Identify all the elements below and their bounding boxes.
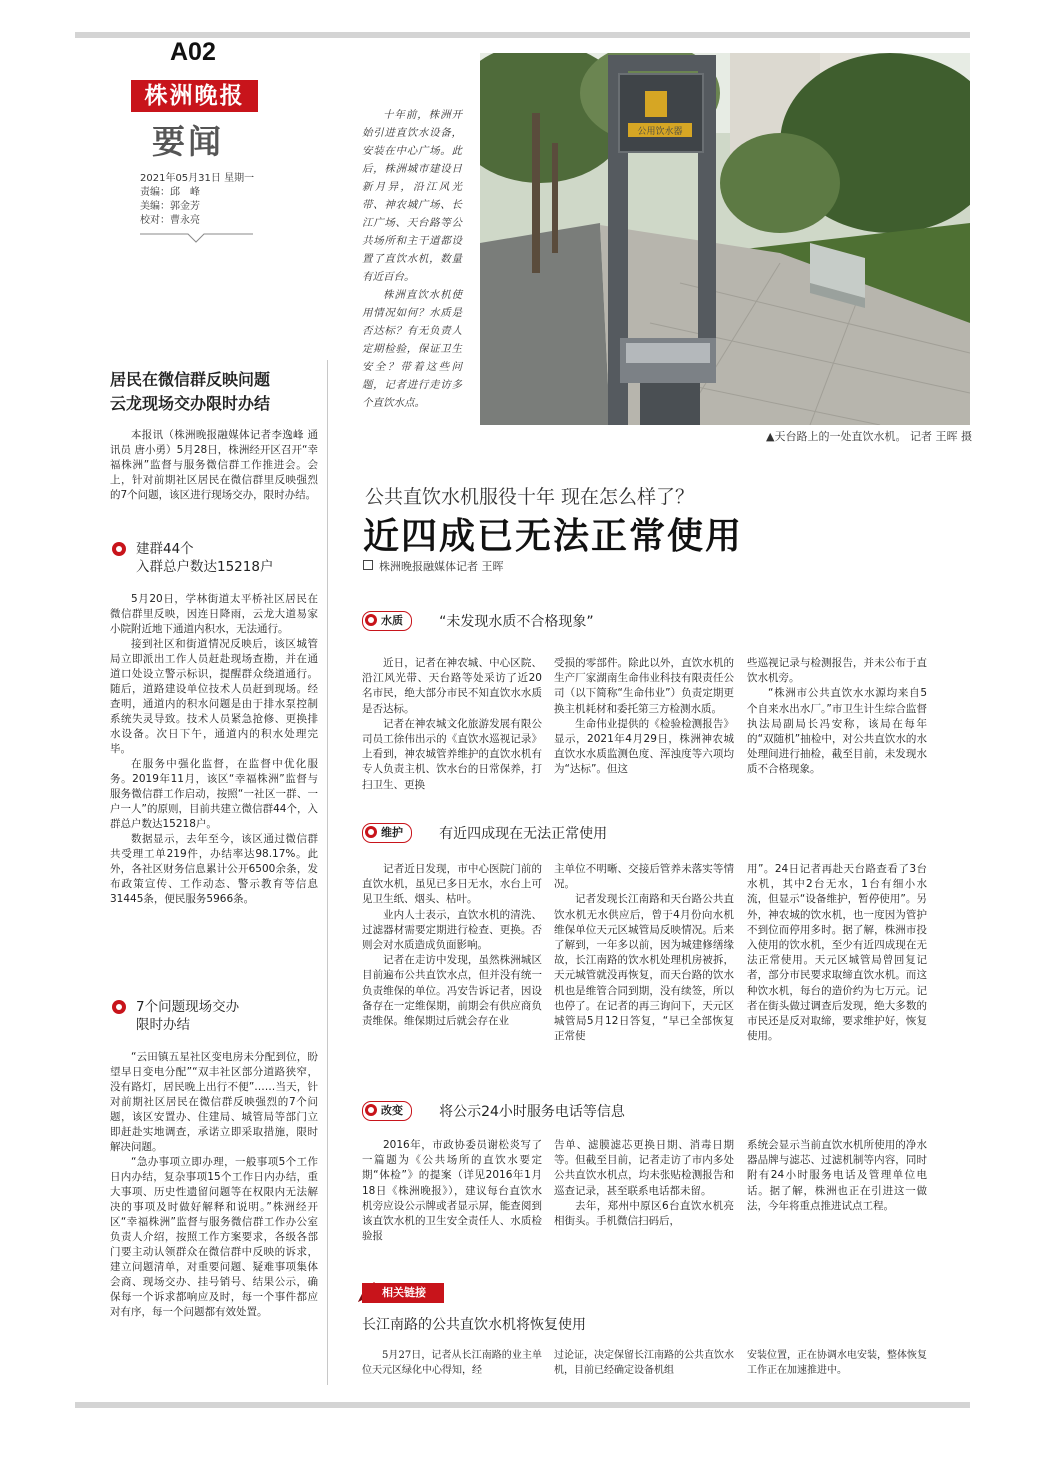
paragraph: 近日，记者在神农城、中心区院、沿江风光带、天台路等处采访了近20名市民，绝大部分市民不知直饮水水质是否达标。 — [362, 657, 542, 715]
related-col2 — [554, 1348, 734, 1378]
left-article-body-2 — [110, 1050, 318, 1320]
paragraph: 记者在神农城文化旅游发展有限公司员工徐伟出示的《直饮水巡视记录》上看到，神农城管养维护的直饮水机有专人负责主机、饮水台的日常保养，打扫卫生、更换 — [362, 717, 542, 791]
byline-text: 株洲晚报融媒体记者 王晖 — [379, 560, 504, 573]
section-header-change — [362, 1100, 625, 1120]
paragraph: 在服务中强化监督，在监督中优化服务。2019年11月，该区“幸福株洲”监督与服务微信群工作启动，按照“一社区一群、一户一人”的原则，目前共建立微信群44个，入群总户数达15218户。 — [110, 758, 318, 830]
paragraph: 主单位不明晰、交接后管养未落实等情况。 — [554, 863, 734, 891]
paragraph: 5月27日，记者从长江南路的业主单位天元区绿化中心得知，经 — [362, 1350, 542, 1376]
paragraph: “株洲市公共直饮水水源均来自5个自来水出水厂。”市卫生计生综合监督执法局副局长冯安称，该局在每年的“双随机”抽检中，对公共直饮水的水处理间进行抽检，截至目前，未发现水质不合格现象。 — [747, 687, 927, 776]
photo-caption: ▲天台路上的一处直饮水机。 记者 王晖 摄 — [766, 430, 972, 443]
paragraph: 业内人士表示，直饮水机的清洗、过滤器材需要定期进行检查、更换。否则会对水质造成负面影响。 — [362, 908, 542, 952]
section2-col3 — [747, 862, 927, 1044]
section-title: 要闻 — [152, 122, 224, 161]
left-intro-paragraph: 本报讯（株洲晚报融媒体记者李逸峰 通讯员 唐小勇）5月28日，株洲经开区召开“幸福株洲”监督与服务微信群工作推进会。会上，针对前期社区居民在微信群里反映强烈的7个问题，该区进行现场交办，限时办结。 — [110, 429, 318, 501]
left-article-body-1 — [110, 592, 318, 907]
credit-proofreader: 校对：曹永亮 — [140, 215, 200, 226]
section-tag-label: 水质 — [381, 613, 403, 627]
paragraph: 安装位置，正在协调水电安装，整体恢复工作正在加速推进中。 — [747, 1350, 927, 1376]
paragraph: 告单、滤膜滤芯更换日期、消毒日期等。但截至目前，记者走访了市内多处公共直饮水机点，均未张贴检测报告和巡查记录，甚至联系电话都未留。 — [554, 1139, 734, 1197]
section-title: “未发现水质不合格现象” — [439, 613, 594, 630]
newspaper-logo: 株洲晚报 — [131, 80, 258, 112]
paragraph: 5月20日，学林街道太平桥社区居民在微信群里反映，因连日降雨，云龙大道易家小院附近地下通道内积水，无法通行。 — [110, 593, 318, 635]
water-fountain-photo — [480, 53, 970, 425]
left-subhead-line: 限时办结 — [136, 1017, 190, 1033]
bullet-icon — [112, 542, 126, 556]
section1-col3 — [747, 656, 927, 778]
paragraph: 2016年，市政协委员谢松炎写了一篇题为《公共场所的直饮水要定期“体检”》的提案（详见2016年1月18日《株洲晚报》），建议每台直饮水机旁应设公示牌或者显示屏，能查阅到该直饮水机的卫生安全责任人、水质检验报 — [362, 1139, 542, 1243]
section2-col1 — [362, 862, 542, 1029]
section-tag — [362, 1101, 412, 1121]
paragraph: 过论证，决定保留长江南路的公共直饮水机，目前已经确定设备机组 — [554, 1350, 734, 1376]
left-subhead-1 — [112, 540, 273, 576]
section1-col1 — [362, 656, 542, 793]
left-article-intro — [110, 428, 318, 503]
byline-box-icon — [363, 560, 373, 570]
paragraph: 记者近日发现，市中心医院门前的直饮水机，虽见已多日无水，水台上可见卫生纸、烟头、枯叶。 — [362, 863, 542, 906]
byline — [363, 558, 504, 574]
section3-col2 — [554, 1138, 734, 1229]
paragraph: “云田镇五星社区变电房未分配到位，盼望早日变电分配”“双丰社区部分道路狭窄，没有路灯，居民晚上出行不便”……当天，针对前期社区居民在微信群反映强烈的7个问题，该区安置办、住建局、城管局等部门立即赶赴实地调查，承诺立即采取措施，限时解决问题。 — [110, 1051, 318, 1153]
paragraph: 数据显示，去年至今，该区通过微信群共受理工单219件，办结率达98.17%。此外，各社区财务信息累计公开6500余条，发布政策宣传、工作动态、警示教育等信息31445条，便民服务5966条。 — [110, 833, 318, 905]
intro-text — [362, 106, 462, 412]
credit-divider-arrow — [140, 232, 253, 244]
tag-circle-icon — [365, 1104, 377, 1116]
section2-col2 — [554, 862, 734, 1044]
credit-date: 2021年05月31日 星期一 — [140, 173, 255, 184]
section-tag — [362, 611, 412, 631]
paragraph: 生命伟业提供的《检验检测报告》显示，2021年4月29日，株洲神农城直饮水水质监测色度、浑浊度等六项均为“达标”。但这 — [554, 717, 734, 776]
related-col3 — [747, 1348, 927, 1378]
section-tag — [362, 823, 412, 843]
paragraph: 接到社区和街道情况反映后，该区城管局立即派出工作人员赶赴现场查勘，并在通道口处设立警示标识，提醒群众绕道通行。随后，道路建设单位技术人员赶到现场。经查明，通道内的积水问题是由于排水泵控制系统失灵导致。技术人员紧急抢修、更换排水设备。次日下午，通道内的积水处理完毕。 — [110, 638, 318, 755]
section-header-maintenance — [362, 822, 607, 842]
paragraph: 些巡视记录与检测报告，并未公布于直饮水机旁。 — [747, 657, 927, 685]
left-subhead-line: 7个问题现场交办 — [136, 999, 240, 1015]
intro-paragraph: 株洲直饮水机使用情况如何？水质是否达标？有无负责人定期检验，保证卫生安全？带着这些问题，记者进行走访多个直饮水点。 — [362, 289, 462, 409]
left-headline-line: 居民在微信群反映问题 — [110, 370, 271, 389]
paragraph: 系统会显示当前直饮水机所使用的净水器品牌与滤芯、过滤机制等内容，同时附有24小时服务电话及管理单位电话。据了解，株洲也正在引进这一做法，今年将重点推进试点工程。 — [747, 1139, 927, 1212]
bottom-rule — [75, 1402, 970, 1408]
left-subhead-line: 入群总户数达15218户 — [136, 559, 274, 575]
section-title: 将公示24小时服务电话等信息 — [439, 1103, 625, 1120]
paragraph: “急办事项立即办理，一般事项5个工作日内办结，复杂事项15个工作日内办结，重大事项、历史性遗留问题等在权限内无法解决的事项及时做好解释和说明。”株洲经开区“幸福株洲”监督与服务微信群工作办公室负责人介绍，按照工作方案要求，各级各部门要主动认领群众在微信群中反映的诉求，建立问题清单，对重要问题、疑难事项集体会商、现场交办、挂号销号、结果公示，确保每一个诉求都响应及时，每一个事件都应对有序，每一个问题都有效处置。 — [110, 1156, 318, 1318]
credits — [140, 172, 254, 228]
related-title: 长江南路的公共直饮水机将恢复使用 — [362, 1317, 586, 1333]
credit-editor: 责编：邱 峰 — [140, 187, 200, 198]
tag-circle-icon — [365, 826, 377, 838]
section-title: 有近四成现在无法正常使用 — [439, 825, 608, 842]
section-tag-label: 改变 — [381, 1103, 403, 1117]
fountain-sign-text: 公用饮水器 — [637, 127, 683, 137]
column-divider — [327, 360, 328, 1385]
related-tag: 相关链接 — [362, 1283, 444, 1303]
bullet-icon — [112, 1000, 126, 1014]
section3-col1 — [362, 1138, 542, 1244]
section1-col2 — [554, 656, 734, 778]
paragraph: 记者在走访中发现，虽然株洲城区目前遍布公共直饮水点，但并没有统一负责维保的单位。冯安告诉记者，因设备存在一定维保期，前期会有供应商负责维保。维保期过后就会存在业 — [362, 954, 542, 1028]
tag-circle-icon — [365, 614, 377, 626]
section-header-water-quality — [362, 610, 594, 630]
left-subhead-2 — [112, 998, 239, 1034]
main-kicker: 公共直饮水机服役十年 现在怎么样了？ — [365, 486, 695, 508]
related-col1 — [362, 1348, 542, 1378]
left-headline-line: 云龙现场交办限时办结 — [110, 394, 271, 413]
section3-col3 — [747, 1138, 927, 1214]
section-tag-label: 维护 — [381, 825, 403, 839]
paragraph: 记者发现长江南路和天台路公共直饮水机无水供应后，曾于4月份向水机维保单位天元区城管局反映情况。后来了解到，一年多以前，因为城建修缮缘故，长江南路的饮水机处理机房被拆，天元城管就没再恢复，而天台路的饮水机也是维管合同到期，没有续签，所以也停了。在记者的再三询问下，天元区城管局5月12日答复，“早已全部恢复正常使 — [554, 893, 734, 1043]
paragraph: 受损的零部件。除此以外，直饮水机的生产厂家湖南生命伟业科技有限责任公司（以下简称“生命伟业”）负责定期更换主机耗材和委托第三方检测水质。 — [554, 657, 734, 715]
credit-art-editor: 美编：郭金芳 — [140, 201, 200, 212]
left-article-headline — [110, 368, 320, 416]
page-number: A02 — [170, 38, 216, 66]
main-headline: 近四成已无法正常使用 — [363, 516, 744, 557]
intro-paragraph: 十年前，株洲开始引进直饮水设备，安装在中心广场。此后，株洲城市建设日新月异，沿江风光带、神农城广场、长江广场、天台路等公共场所和主干道都设置了直饮水机，数量有近百台。 — [362, 109, 462, 283]
paragraph: 用”。24日记者再赴天台路查看了3台水机，其中2台无水，1台有细小水流，但显示“设备维护，暂停使用”。另外，神农城的饮水机，也一度因为管护不到位而停用多时。据了解，株洲市投入使用的饮水机，至少有近四成现在无法正常使用。天元区城管局曾回复记者，部分市民要求取缔直饮水机。而这种饮水机，每台的造价约为七万元。记者在街头做过调查后发现，绝大多数的市民还是反对取缔，要求维护好，恢复使用。 — [747, 863, 927, 1043]
left-subhead-line: 建群44个 — [136, 541, 194, 557]
paragraph: 去年，郑州中原区6台直饮水机亮相街头。手机微信扫码后， — [554, 1199, 734, 1228]
